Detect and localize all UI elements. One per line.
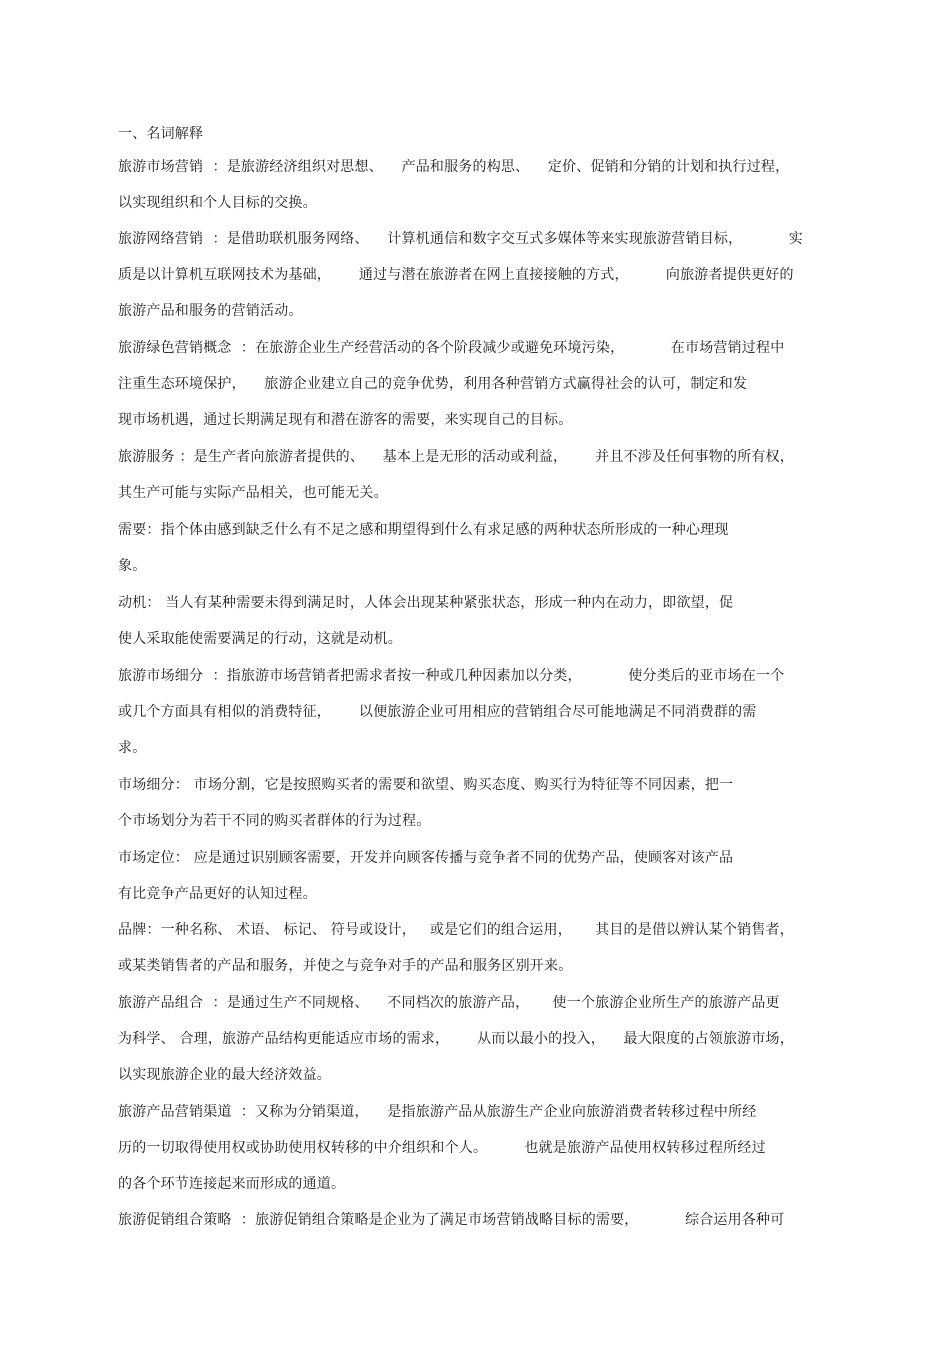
text-line: 或某类销售者的产品和服务，并使之与竞争对手的产品和服务区别开来。	[118, 958, 573, 974]
text-line: 品牌：一种名称、 术语、 标记、 符号或设计， 或是它们的组合运用， 其目的是借以辨认某个销售者，	[118, 922, 794, 938]
text-line: 旅游市场细分 ：指旅游市场营销者把需求者按一种或几种因素加以分类， 使分类后的亚市场在一个	[118, 668, 785, 684]
text-line: 注重生态环境保护， 旅游企业建立自己的竞争优势，利用各种营销方式赢得社会的认可，制定和发	[118, 376, 748, 392]
text-line: 个市场划分为若干不同的购买者群体的行为过程。	[118, 813, 431, 829]
text-line: 历的一切取得使用权或协助使用权转移的中介组织和个人。 也就是旅游产品使用权转移过程所经过	[118, 1140, 766, 1156]
text-line: 旅游市场营销 ：是旅游经济组织对思想、 产品和服务的构思、 定价、促销和分销的计划和执行过程，	[118, 159, 790, 175]
text-line: 求。	[118, 740, 147, 756]
text-line: 旅游服务 ：是生产者向旅游者提供的、 基本上是无形的活动或利益， 并且不涉及任何事物的所有权，	[118, 449, 794, 465]
text-line: 的各个环节连接起来而形成的通道。	[118, 1176, 346, 1192]
text-line: 其生产可能与实际产品相关，也可能无关。	[118, 485, 388, 501]
text-line: 动机： 当人有某种需要未得到满足时，人体会出现某种紧张状态，形成一种内在动力，即欲望，促	[118, 595, 734, 611]
text-line: 需要：指个体由感到缺乏什么有不足之感和期望得到什么有求足感的两种状态所形成的一种心理现	[118, 522, 729, 538]
text-line: 旅游促销组合策略 ：旅游促销组合策略是企业为了满足市场营销战略目标的需要， 综合运用各种可	[118, 1212, 785, 1228]
text-line: 质是以计算机互联网技术为基础， 通过与潜在旅游者在网上直接接触的方式， 向旅游者提供更好的	[118, 267, 794, 283]
text-line: 旅游绿色营销概念 ：在旅游企业生产经营活动的各个阶段减少或避免环境污染， 在市场营销过程中	[118, 340, 785, 356]
text-line: 使人采取能使需要满足的行动，这就是动机。	[118, 631, 402, 647]
section-heading: 一、名词解释	[118, 126, 204, 142]
text-line: 为科学、 合理，旅游产品结构更能适应市场的需求， 从而以最小的投入， 最大限度的占领旅游市场，	[118, 1031, 794, 1047]
text-line: 象。	[118, 558, 147, 574]
text-line: 市场定位： 应是通过识别顾客需要，开发并向顾客传播与竞争者不同的优势产品，使顾客对该产品	[118, 850, 734, 866]
text-line: 旅游产品和服务的营销活动。	[118, 303, 303, 319]
text-line: 或几个方面具有相似的消费特征， 以便旅游企业可用相应的营销组合尽可能地满足不同消费群的需	[118, 704, 757, 720]
text-line: 以实现组织和个人目标的交换。	[118, 195, 317, 211]
text-line: 以实现旅游企业的最大经济效益。	[118, 1067, 331, 1083]
text-line: 市场细分： 市场分割，它是按照购买者的需要和欲望、购买态度、购买行为特征等不同因素，把一	[118, 777, 734, 793]
text-line: 有比竞争产品更好的认知过程。	[118, 886, 317, 902]
text-line: 旅游网络营销 ：是借助联机服务网络、 计算机通信和数字交互式多媒体等来实现旅游营销目标， 实	[118, 231, 804, 247]
text-line: 旅游产品组合 ：是通过生产不同规格、 不同档次的旅游产品， 使一个旅游企业所生产的旅游产品更	[118, 995, 780, 1011]
text-line: 现市场机遇，通过长期满足现有和潜在游客的需要，来实现自己的目标。	[118, 412, 573, 428]
text-line: 旅游产品营销渠道 ：又称为分销渠道， 是指旅游产品从旅游生产企业向旅游消费者转移过程中所经	[118, 1104, 757, 1120]
